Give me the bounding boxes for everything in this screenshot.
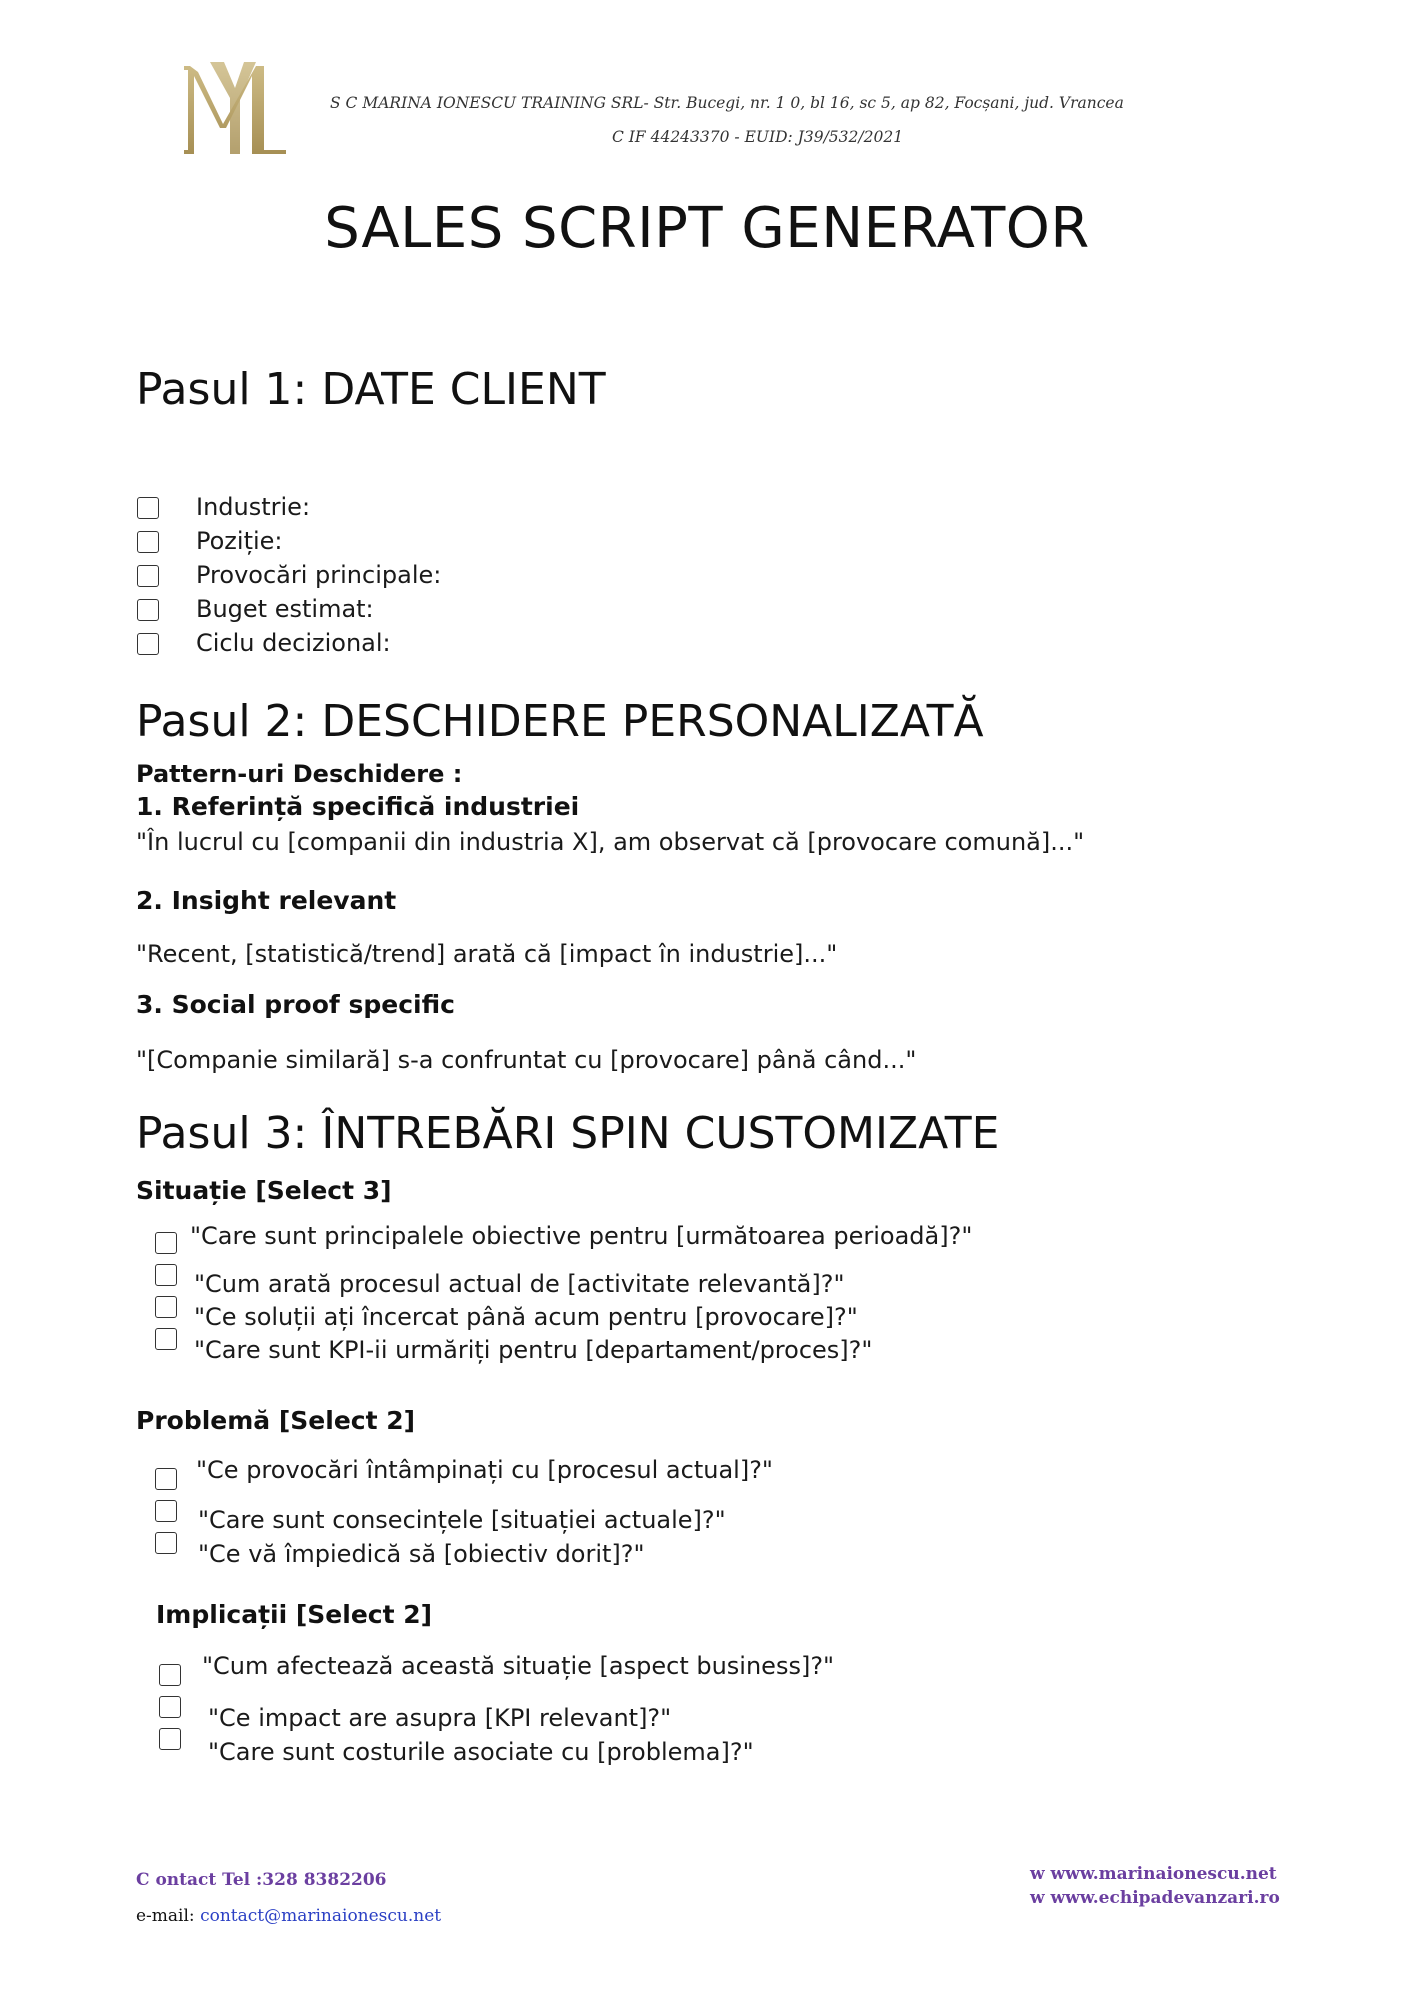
field-label-ciclu: Ciclu decizional: — [196, 629, 391, 657]
situatie-question-1: "Care sunt principalele obiective pentru [următoarea perioadă]?" — [190, 1222, 973, 1250]
field-label-provocari: Provocări principale: — [196, 561, 442, 589]
implicatii-question-1: "Cum afectează această situație [aspect business]?" — [202, 1652, 835, 1680]
situatie-question-2: "Cum arată procesul actual de [activitate relevantă]?" — [194, 1270, 845, 1298]
checkbox-implicatii-2[interactable] — [159, 1696, 181, 1718]
checkbox-ciclu[interactable] — [137, 633, 159, 655]
checkbox-implicatii-1[interactable] — [159, 1664, 181, 1686]
footer-email-label: e-mail: — [136, 1906, 201, 1926]
footer-email-row — [136, 1906, 441, 1926]
pattern3-title: 3. Social proof specific — [136, 990, 455, 1019]
checkbox-situatie-4[interactable] — [155, 1328, 177, 1350]
situatie-question-4: "Care sunt KPI-ii urmăriți pentru [departament/proces]?" — [194, 1336, 873, 1364]
checkbox-situatie-1[interactable] — [155, 1232, 177, 1254]
footer-website-2[interactable]: w www.echipadevanzari.ro — [1030, 1888, 1280, 1908]
company-address-line: S C MARINA IONESCU TRAINING SRL- Str. Bucegi, nr. 1 0, bl 16, sc 5, ap 82, Focșani, jud. Vrancea — [330, 94, 1124, 112]
pattern1-title: 1. Referință specifică industriei — [136, 792, 580, 821]
footer-contact-phone: C ontact Tel :328 8382206 — [136, 1870, 387, 1890]
footer-website-1[interactable]: w www.marinaionescu.net — [1030, 1864, 1277, 1884]
my-monogram-logo-icon — [180, 58, 290, 158]
implicatii-label: Implicații [Select 2] — [156, 1600, 433, 1629]
checkbox-industrie[interactable] — [137, 497, 159, 519]
implicatii-question-2: "Ce impact are asupra [KPI relevant]?" — [208, 1704, 672, 1732]
situatie-question-3: "Ce soluții ați încercat până acum pentru [provocare]?" — [194, 1303, 858, 1331]
checkbox-provocari[interactable] — [137, 565, 159, 587]
company-registration-line: C IF 44243370 - EUID: J39/532/2021 — [612, 128, 904, 146]
checkbox-problema-1[interactable] — [155, 1468, 177, 1490]
pattern3-text: "[Companie similară] s-a confruntat cu [provocare] până când..." — [136, 1046, 917, 1074]
checkbox-situatie-2[interactable] — [155, 1264, 177, 1286]
checkbox-pozitie[interactable] — [137, 531, 159, 553]
field-label-buget: Buget estimat: — [196, 595, 374, 623]
checkbox-problema-3[interactable] — [155, 1532, 177, 1554]
problema-question-2: "Care sunt consecințele [situației actuale]?" — [198, 1506, 726, 1534]
pattern1-text: "În lucrul cu [companii din industria X], am observat că [provocare comună]..." — [136, 828, 1085, 856]
step3-heading: Pasul 3: ÎNTREBĂRI SPIN CUSTOMIZATE — [136, 1108, 1000, 1159]
checkbox-buget[interactable] — [137, 599, 159, 621]
patterns-label: Pattern-uri Deschidere : — [136, 760, 463, 788]
pattern2-title: 2. Insight relevant — [136, 886, 397, 915]
problema-question-3: "Ce vă împiedică să [obiectiv dorit]?" — [198, 1540, 645, 1568]
checkbox-implicatii-3[interactable] — [159, 1728, 181, 1750]
situatie-label: Situație [Select 3] — [136, 1176, 392, 1205]
page-title: SALES SCRIPT GENERATOR — [324, 196, 1090, 261]
field-label-industrie: Industrie: — [196, 493, 311, 521]
implicatii-question-3: "Care sunt costurile asociate cu [problema]?" — [208, 1738, 754, 1766]
field-label-pozitie: Poziție: — [196, 527, 283, 555]
footer-email-link[interactable]: contact@marinaionescu.net — [200, 1906, 442, 1926]
checkbox-situatie-3[interactable] — [155, 1296, 177, 1318]
problema-question-1: "Ce provocări întâmpinați cu [procesul actual]?" — [196, 1456, 773, 1484]
problema-label: Problemă [Select 2] — [136, 1406, 416, 1435]
step2-heading: Pasul 2: DESCHIDERE PERSONALIZATĂ — [136, 696, 984, 747]
checkbox-problema-2[interactable] — [155, 1500, 177, 1522]
step1-heading: Pasul 1: DATE CLIENT — [136, 364, 606, 415]
pattern2-text: "Recent, [statistică/trend] arată că [impact în industrie]..." — [136, 940, 838, 968]
